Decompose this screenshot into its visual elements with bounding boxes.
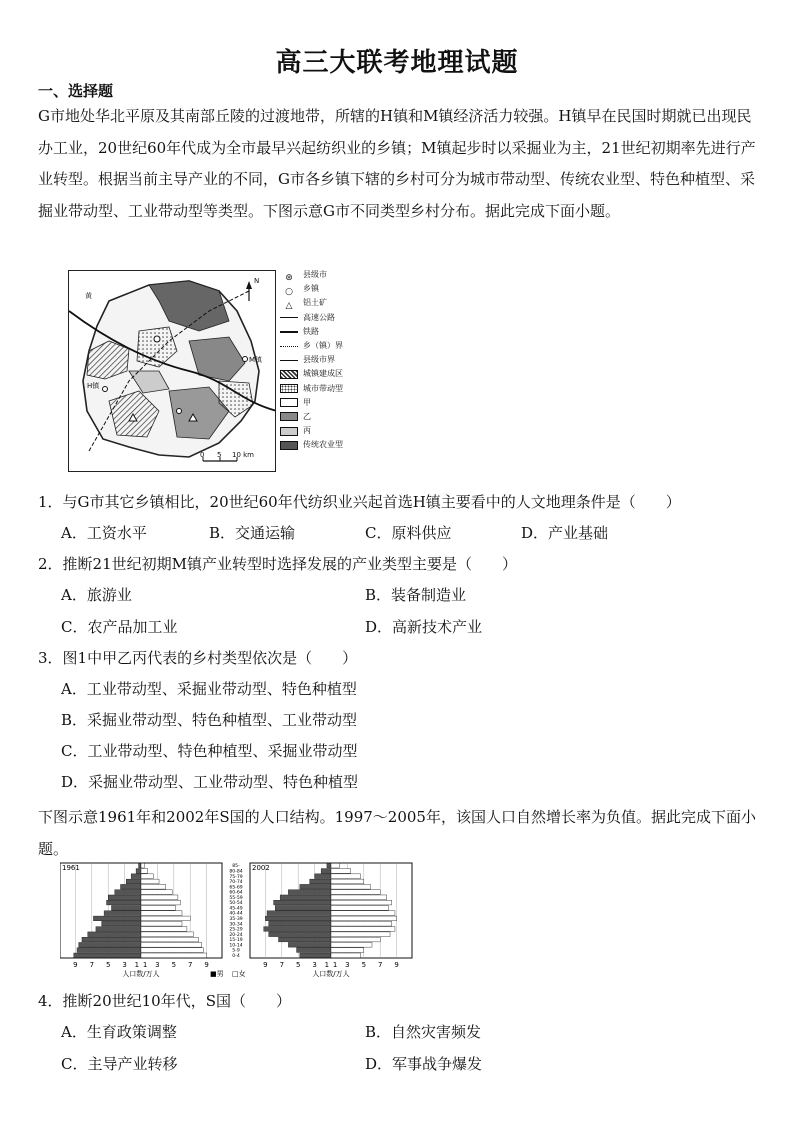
male-bar — [96, 927, 141, 932]
age-group-label: 0-4 — [232, 953, 240, 959]
male-bar — [265, 916, 331, 921]
question-2-stem: 2．推断21世纪初期M镇产业转型时选择发展的产业类型主要是（ ） — [38, 555, 517, 573]
female-bar — [141, 869, 148, 874]
male-bar — [280, 895, 331, 900]
pyramid-year-label: 1961 — [62, 864, 80, 872]
male-bar — [111, 906, 141, 911]
male-bar — [107, 900, 141, 905]
population-pyramids — [60, 860, 420, 985]
age-group-label: 55-59 — [229, 895, 243, 901]
village-type-map — [68, 270, 276, 472]
age-group-label: 15-19 — [229, 938, 243, 944]
x-tick-label: 9 — [73, 961, 78, 969]
male-bar — [297, 948, 331, 953]
legend-item: 县级市界 — [303, 355, 335, 365]
male-bar — [115, 890, 141, 895]
female-bar — [141, 863, 144, 868]
x-tick-label: 1 — [142, 961, 148, 969]
female-bar — [331, 884, 370, 889]
legend-item: 城市带动型 — [303, 383, 343, 393]
male-bar — [321, 869, 331, 874]
male-bar — [264, 927, 331, 932]
age-group-label: 45-49 — [229, 906, 243, 912]
x-tick-label: 5 — [105, 961, 111, 969]
question-4-stem: 4．推断20世纪10年代，S国（ ） — [38, 992, 291, 1010]
female-bar — [141, 895, 178, 900]
male-bar — [131, 874, 141, 879]
q1-option-a[interactable]: A．工资水平 — [61, 524, 147, 542]
age-group-label: 30-34 — [229, 922, 243, 928]
female-bar — [141, 916, 190, 921]
x-axis-label: 人口数/万人 — [312, 970, 350, 978]
male-bar — [279, 937, 331, 942]
map-scale-5: 5 — [217, 451, 222, 459]
q3-option-a[interactable]: A．工业带动型、采掘业带动型、特色种植型 — [61, 680, 357, 698]
female-bar — [141, 948, 203, 953]
female-bar — [141, 900, 180, 905]
female-bar — [331, 863, 339, 868]
female-bar — [141, 937, 198, 942]
intro-paragraph: G市地处华北平原及其南部丘陵的过渡地带，所辖的H镇和M镇经济活力较强。H镇早在民国时期就已出现民办工业，20世纪60年代成为全市最早兴起纺织业的乡镇；M镇起步时以采掘业为主，21世纪初期率先进行产业转型。根据当前主导产业的不同，G市各乡镇下辖的乡村可分为城市带动型、传统农业型、特色种植型、采掘业带动型、工业带动型等类型。下图示意G市不同类型乡村分布。据此完成下面小题。 — [38, 107, 756, 220]
female-bar — [331, 874, 361, 879]
male-bar — [139, 863, 141, 868]
female-bar — [331, 953, 361, 958]
q2-option-a[interactable]: A．旅游业 — [61, 586, 132, 604]
female-bar — [141, 884, 166, 889]
male-bar — [88, 932, 141, 937]
pyramid-intro-paragraph: 下图示意1961年和2002年S国的人口结构。1997～2005年，该国人口自然增长率为负值。据此完成下面小题。 — [38, 808, 756, 858]
x-tick-label: 5 — [295, 961, 301, 969]
x-axis-label: 人口数/万人 — [122, 970, 160, 978]
female-bar — [331, 895, 387, 900]
q4-option-b[interactable]: B．自然灾害频发 — [365, 1023, 482, 1041]
male-bar — [288, 890, 331, 895]
male-bar — [274, 900, 331, 905]
age-group-label: 40-44 — [229, 911, 243, 917]
q2-option-b[interactable]: B．装备制造业 — [365, 586, 467, 604]
map-label-m: M镇 — [249, 356, 263, 364]
x-tick-label: 7 — [279, 961, 285, 969]
male-bar — [74, 953, 141, 958]
page-title: 高三大联考地理试题 — [275, 48, 519, 78]
age-group-label: 85- — [232, 864, 240, 870]
q4-option-d[interactable]: D．军事战争爆发 — [365, 1055, 483, 1073]
male-bar — [93, 916, 141, 921]
legend-item: 乡（镇）界 — [303, 340, 343, 350]
q2-option-d[interactable]: D．高新技术产业 — [365, 618, 483, 636]
female-bar — [331, 890, 380, 895]
female-bar — [141, 874, 153, 879]
age-group-label: 60-64 — [229, 890, 243, 896]
legend-item: 县级市 — [303, 270, 327, 279]
age-group-label: 80-84 — [229, 869, 243, 875]
male-bar — [136, 869, 141, 874]
female-bar — [331, 937, 380, 942]
pyramid-chart — [60, 860, 420, 985]
female-bar — [331, 948, 364, 953]
female-bar — [141, 927, 187, 932]
female-bar — [141, 953, 207, 958]
female-bar — [331, 906, 388, 911]
female-bar — [141, 942, 202, 947]
age-group-label: 70-74 — [229, 880, 243, 886]
map-scale-0: 0 — [200, 451, 205, 459]
male-bar — [315, 874, 331, 879]
male-bar — [121, 884, 142, 889]
q4-option-c[interactable]: C．主导产业转移 — [61, 1055, 178, 1073]
male-bar — [269, 921, 331, 926]
female-bar — [331, 927, 395, 932]
q1-option-d[interactable]: D．产业基础 — [521, 524, 609, 542]
x-tick-label: 7 — [187, 961, 193, 969]
female-bar — [141, 879, 159, 884]
q1-option-b[interactable]: B．交通运输 — [209, 524, 296, 542]
legend-item: 丙 — [303, 426, 311, 436]
age-group-label: 50-54 — [229, 901, 243, 907]
x-tick-label: 3 — [345, 961, 350, 969]
legend-item: 乙 — [303, 411, 311, 421]
age-group-label: 65-69 — [229, 885, 243, 891]
female-bar — [141, 921, 182, 926]
q1-option-c[interactable]: C．原料供应 — [365, 524, 452, 542]
x-tick-label: 9 — [394, 961, 399, 969]
female-bar — [331, 900, 392, 905]
age-group-label: 20-24 — [229, 932, 243, 938]
male-bar — [275, 906, 331, 911]
age-group-label: 5-9 — [232, 948, 240, 954]
male-bar — [102, 921, 141, 926]
q3-option-c[interactable]: C．工业带动型、特色种植型、采掘业带动型 — [61, 742, 358, 760]
q3-option-b[interactable]: B．采掘业带动型、特色种植型、工业带动型 — [61, 711, 358, 729]
pyramid-year-label: 2002 — [252, 864, 270, 872]
male-bar — [108, 895, 141, 900]
female-bar — [331, 942, 372, 947]
male-bar — [79, 942, 141, 947]
x-tick-label: 3 — [155, 961, 160, 969]
q4-option-a[interactable]: A．生育政策调整 — [61, 1023, 177, 1041]
male-bar — [310, 879, 331, 884]
male-bar — [288, 942, 331, 947]
x-tick-label: 1 — [134, 961, 140, 969]
male-bar — [126, 879, 141, 884]
map-label-h: H镇 — [87, 382, 100, 390]
x-tick-label: 3 — [122, 961, 127, 969]
x-tick-label: 3 — [312, 961, 317, 969]
legend-item: 高速公路 — [303, 312, 335, 322]
x-tick-label: 9 — [263, 961, 268, 969]
age-group-label: 25-29 — [229, 927, 243, 933]
x-tick-label: 7 — [377, 961, 383, 969]
q3-option-d[interactable]: D．采掘业带动型、工业带动型、特色种植型 — [61, 773, 359, 791]
age-group-label: 35-39 — [229, 917, 243, 922]
legend-item: 传统农业型 — [303, 440, 343, 450]
female-bar — [331, 869, 351, 874]
question-3-stem: 3．图1中甲乙丙代表的乡村类型依次是（ ） — [38, 649, 358, 667]
female-bar — [141, 890, 172, 895]
legend-male: ■男 — [210, 970, 224, 978]
x-tick-label: 1 — [324, 961, 330, 969]
question-1-stem: 1．与G市其它乡镇相比，20世纪60年代纺织业兴起首选H镇主要看中的人文地理条件是（ ） — [38, 493, 681, 511]
q2-option-c[interactable]: C．农产品加工业 — [61, 618, 178, 636]
male-bar — [82, 937, 141, 942]
x-tick-label: 5 — [171, 961, 177, 969]
x-tick-label: 9 — [204, 961, 209, 969]
map-legend: ⊛ 县级市 ○ 乡镇 △ 铝土矿 高速公路 铁路 乡（镇）界 县级市界 城镇建成区 城市带动型 甲 乙 丙 传统农业型 — [280, 268, 343, 452]
x-tick-label: 7 — [89, 961, 95, 969]
map-north: N — [254, 277, 260, 285]
age-group-label: 10-14 — [229, 943, 243, 949]
map-scale-10: 10 km — [232, 451, 255, 459]
age-group-label: 75-79 — [229, 874, 243, 880]
legend-item: 甲 — [303, 397, 311, 407]
legend-female: □女 — [232, 970, 246, 978]
female-bar — [141, 906, 175, 911]
legend-item: 城镇建成区 — [303, 369, 343, 379]
male-bar — [300, 884, 331, 889]
female-bar — [331, 932, 390, 937]
map-label-yellow: 黄 — [85, 292, 92, 300]
male-bar — [300, 953, 331, 958]
legend-item: 铁路 — [303, 326, 319, 336]
x-tick-label: 1 — [332, 961, 338, 969]
section-heading: 一、选择题 — [38, 82, 114, 100]
male-bar — [77, 948, 141, 953]
male-bar — [267, 911, 331, 916]
female-bar — [331, 911, 395, 916]
legend-item: 铝土矿 — [303, 298, 327, 308]
female-bar — [331, 921, 392, 926]
male-bar — [104, 911, 141, 916]
female-bar — [141, 911, 182, 916]
male-bar — [269, 932, 331, 937]
x-tick-label: 5 — [361, 961, 367, 969]
map-graphic — [69, 271, 276, 472]
female-bar — [141, 932, 193, 937]
female-bar — [331, 916, 397, 921]
female-bar — [331, 879, 364, 884]
legend-item: 乡镇 — [303, 284, 319, 294]
male-bar — [327, 863, 331, 868]
